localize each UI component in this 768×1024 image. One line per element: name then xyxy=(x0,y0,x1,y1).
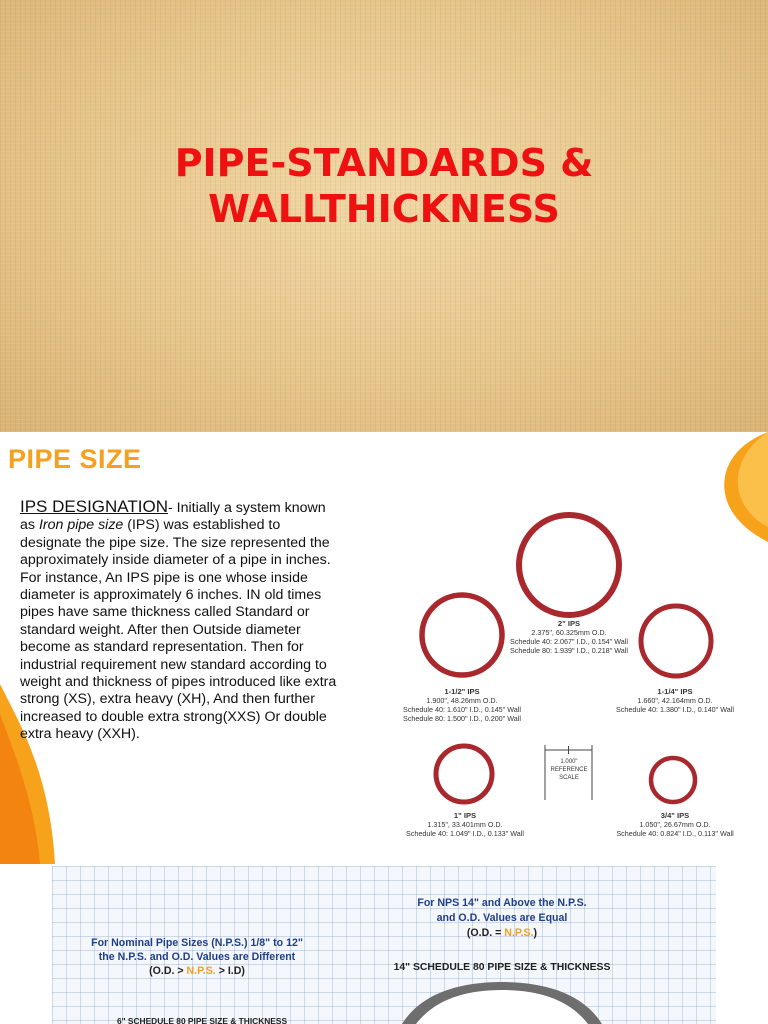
eq-part: (O.D. > xyxy=(149,965,187,977)
caption-6in-schedule-80: 6" SCHEDULE 80 PIPE SIZE & THICKNESS xyxy=(116,1016,288,1024)
text-line: industrial requirement new standard according to xyxy=(20,656,327,673)
note-line: and O.D. Values are Equal xyxy=(436,912,568,924)
eq-part: ) xyxy=(533,927,538,939)
text-line: as xyxy=(20,517,39,534)
text-line: (IPS) was established to xyxy=(123,517,281,534)
reference-scale-label: SCALE xyxy=(559,775,579,781)
caption-line: 1.660", 42.164mm O.D. xyxy=(637,696,713,705)
text-line: diameter is approximately 6 inches. IN old times xyxy=(20,587,322,604)
text-line: - Initially a system known xyxy=(168,500,326,516)
caption-line: Schedule 80: 1.939" I.D., 0.218" Wall xyxy=(510,646,628,655)
caption-line: 1.315", 33.401mm O.D. xyxy=(427,820,503,829)
slide-title-line2: WALLTHICKNESS xyxy=(208,187,560,231)
note-line: For NPS 14" and Above the N.P.S. xyxy=(417,897,587,909)
pipe-ring-2in xyxy=(519,515,619,615)
pipe-ring-1-1-4in xyxy=(641,606,711,676)
ips-designation-paragraph xyxy=(20,498,360,744)
caption-line: Schedule 40: 1.380" I.D., 0.140" Wall xyxy=(616,705,734,714)
caption-title: 3/4" IPS xyxy=(660,811,690,820)
reference-scale-value: 1.000" xyxy=(560,759,578,765)
text-italic: Iron pipe size xyxy=(38,517,124,534)
slide-title-line1: PIPE-STANDARDS & xyxy=(174,141,594,185)
pipe-cross-section-14in xyxy=(52,866,716,1024)
reference-scale-label: REFERENCE xyxy=(550,767,588,773)
caption-line: 1.050", 26.67mm O.D. xyxy=(639,820,711,829)
caption-title: 1-1/2" IPS xyxy=(444,687,480,696)
pipe-ring-1in xyxy=(436,746,492,802)
caption-line: 1.900", 48.26mm O.D. xyxy=(426,696,498,705)
text-line: pipes have same thickness called Standard or xyxy=(20,604,310,621)
caption-14in-schedule-80: 14" SCHEDULE 80 PIPE SIZE & THICKNESS xyxy=(393,962,611,973)
caption-1-1-2in xyxy=(387,687,537,723)
eq-part: > I.D) xyxy=(215,965,245,977)
eq-nps: N.P.S. xyxy=(504,927,534,939)
caption-1in xyxy=(395,811,535,838)
text-line: approximately inside diameter of a pipe in inches. xyxy=(20,552,331,569)
ips-designation-label: IPS DESIGNATION xyxy=(20,497,168,516)
nps-od-slide xyxy=(52,866,716,1024)
text-line: designate the pipe size. The size represented the xyxy=(20,534,330,551)
caption-line: Schedule 80: 1.500" I.D., 0.200" Wall xyxy=(403,714,521,723)
caption-title: 2" IPS xyxy=(557,619,581,628)
eq-part: (O.D. = xyxy=(466,927,505,939)
caption-2in xyxy=(499,619,639,655)
caption-title: 1-1/4" IPS xyxy=(657,687,693,696)
title-slide xyxy=(0,0,768,432)
pipe-size-diagram xyxy=(395,492,745,864)
caption-3-4in xyxy=(605,811,745,838)
text-line: become as standard representation. Then for xyxy=(20,639,304,656)
note-line: the N.P.S. and O.D. Values are Different xyxy=(98,951,296,963)
pipe-ring-3-4in xyxy=(651,758,695,802)
slide-title xyxy=(0,140,768,232)
text-line: standard weight. After then Outside diameter xyxy=(20,621,301,638)
pipe-size-slide xyxy=(0,432,768,864)
text-line: extra heavy (XXH). xyxy=(20,726,140,743)
caption-line: Schedule 40: 0.824" I.D., 0.113" Wall xyxy=(616,829,734,838)
caption-line: Schedule 40: 1.049" I.D., 0.133" Wall xyxy=(406,829,524,838)
text-line: weight and thickness of pipes introduced like extra xyxy=(20,674,337,691)
text-line: For instance, An IPS pipe is one whose inside xyxy=(20,569,308,586)
pipe-ring-1-1-2in xyxy=(422,595,502,675)
caption-title: 1" IPS xyxy=(453,811,477,820)
caption-line: Schedule 40: 1.610" I.D., 0.145" Wall xyxy=(403,705,521,714)
caption-line: Schedule 40: 2.067" I.D., 0.154" Wall xyxy=(510,637,628,646)
caption-1-1-4in xyxy=(605,687,745,714)
text-line: strong (XS), extra heavy (XH), And then further xyxy=(20,691,315,708)
reference-scale-caption xyxy=(543,758,595,782)
eq-nps: N.P.S. xyxy=(186,965,216,977)
slide-heading: PIPE SIZE xyxy=(8,444,142,474)
text-line: increased to double extra strong(XXS) Or double xyxy=(20,708,327,725)
caption-line: 2.375", 60.325mm O.D. xyxy=(531,628,607,637)
note-line: For Nominal Pipe Sizes (N.P.S.) 1/8" to 12" xyxy=(91,937,303,949)
